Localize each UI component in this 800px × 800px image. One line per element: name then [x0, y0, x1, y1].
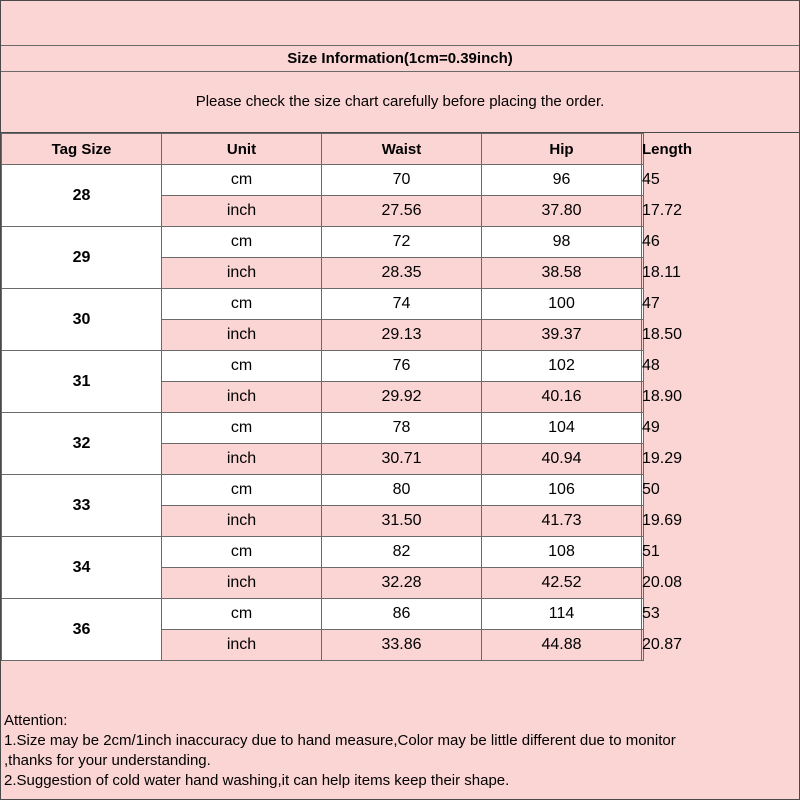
unit-cell: cm [162, 165, 322, 196]
tag-size-cell: 36 [2, 599, 162, 661]
length-cell: 19.69 [642, 506, 644, 537]
top-band [1, 1, 799, 46]
waist-cell: 86 [322, 599, 482, 630]
length-cell: 47 [642, 289, 644, 320]
unit-cell: cm [162, 475, 322, 506]
hip-cell: 41.73 [482, 506, 642, 537]
chart-title: Size Information(1cm=0.39inch) [1, 45, 799, 72]
waist-cell: 32.28 [322, 568, 482, 599]
hip-cell: 38.58 [482, 258, 642, 289]
chart-note: Please check the size chart carefully before placing the order. [1, 71, 799, 133]
attention-notes [4, 711, 794, 791]
hip-cell: 37.80 [482, 196, 642, 227]
unit-cell: inch [162, 258, 322, 289]
hip-cell: 104 [482, 413, 642, 444]
attention-heading: Attention: [4, 712, 68, 729]
header-length: Length [642, 134, 644, 165]
table-header-row [2, 134, 644, 165]
length-cell: 51 [642, 537, 644, 568]
waist-cell: 72 [322, 227, 482, 258]
table-row [2, 475, 644, 506]
hip-cell: 106 [482, 475, 642, 506]
waist-cell: 28.35 [322, 258, 482, 289]
hip-cell: 40.94 [482, 444, 642, 475]
waist-cell: 33.86 [322, 630, 482, 661]
tag-size-cell: 31 [2, 351, 162, 413]
length-cell: 18.90 [642, 382, 644, 413]
waist-cell: 76 [322, 351, 482, 382]
unit-cell: cm [162, 289, 322, 320]
hip-cell: 98 [482, 227, 642, 258]
attention-line: 1.Size may be 2cm/1inch inaccuracy due to hand measure,Color may be little different due to monitor [4, 732, 676, 749]
tag-size-cell: 30 [2, 289, 162, 351]
unit-cell: inch [162, 382, 322, 413]
length-cell: 18.11 [642, 258, 644, 289]
hip-cell: 96 [482, 165, 642, 196]
attention-line: ,thanks for your understanding. [4, 752, 211, 769]
unit-cell: inch [162, 506, 322, 537]
header-waist: Waist [322, 134, 482, 165]
unit-cell: cm [162, 599, 322, 630]
waist-cell: 78 [322, 413, 482, 444]
waist-cell: 80 [322, 475, 482, 506]
length-cell: 20.87 [642, 630, 644, 661]
size-table [1, 133, 692, 661]
length-cell: 48 [642, 351, 644, 382]
table-row [2, 413, 644, 444]
waist-cell: 30.71 [322, 444, 482, 475]
table-row [2, 227, 644, 258]
hip-cell: 108 [482, 537, 642, 568]
hip-cell: 114 [482, 599, 642, 630]
unit-cell: cm [162, 537, 322, 568]
waist-cell: 27.56 [322, 196, 482, 227]
unit-cell: inch [162, 196, 322, 227]
table-row [2, 537, 644, 568]
waist-cell: 29.13 [322, 320, 482, 351]
tag-size-cell: 33 [2, 475, 162, 537]
hip-cell: 42.52 [482, 568, 642, 599]
waist-cell: 70 [322, 165, 482, 196]
tag-size-cell: 34 [2, 537, 162, 599]
table-row [2, 599, 644, 630]
length-cell: 50 [642, 475, 644, 506]
length-cell: 46 [642, 227, 644, 258]
length-cell: 17.72 [642, 196, 644, 227]
unit-cell: inch [162, 320, 322, 351]
tag-size-cell: 32 [2, 413, 162, 475]
table-row [2, 351, 644, 382]
hip-cell: 40.16 [482, 382, 642, 413]
unit-cell: cm [162, 413, 322, 444]
unit-cell: inch [162, 568, 322, 599]
attention-line: 2.Suggestion of cold water hand washing,it can help items keep their shape. [4, 772, 510, 789]
header-tag-size: Tag Size [2, 134, 162, 165]
hip-cell: 100 [482, 289, 642, 320]
unit-cell: cm [162, 351, 322, 382]
hip-cell: 102 [482, 351, 642, 382]
table-row [2, 165, 644, 196]
header-unit: Unit [162, 134, 322, 165]
table-body [2, 165, 683, 661]
tag-size-cell: 29 [2, 227, 162, 289]
length-cell: 49 [642, 413, 644, 444]
tag-size-cell: 28 [2, 165, 162, 227]
length-cell: 45 [642, 165, 644, 196]
length-cell: 53 [642, 599, 644, 630]
length-cell: 19.29 [642, 444, 644, 475]
waist-cell: 82 [322, 537, 482, 568]
unit-cell: inch [162, 630, 322, 661]
hip-cell: 39.37 [482, 320, 642, 351]
table-row [2, 289, 644, 320]
unit-cell: inch [162, 444, 322, 475]
waist-cell: 74 [322, 289, 482, 320]
hip-cell: 44.88 [482, 630, 642, 661]
waist-cell: 31.50 [322, 506, 482, 537]
length-cell: 18.50 [642, 320, 644, 351]
length-cell: 20.08 [642, 568, 644, 599]
header-hip: Hip [482, 134, 642, 165]
waist-cell: 29.92 [322, 382, 482, 413]
unit-cell: cm [162, 227, 322, 258]
